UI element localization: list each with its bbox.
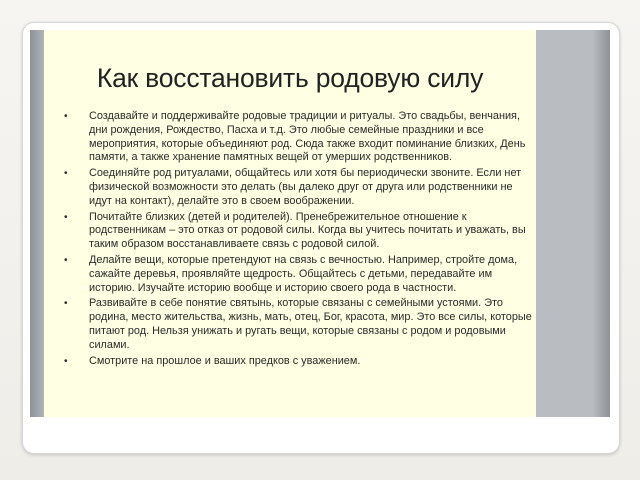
list-item xyxy=(64,355,532,369)
list-item xyxy=(64,254,532,295)
slide-title: Как восстановить родовую силу xyxy=(96,63,484,93)
bullet-icon: • xyxy=(64,298,68,310)
bullet-text: Смотрите на прошлое и ваших предков с уважением. xyxy=(89,354,361,367)
bullet-text: Соединяйте род ритуалами, общайтесь или хотя бы периодически звоните. Если нет физической возможности это делать (вы далеко друг от друга или родственники не идут на контакт), делайте это в своем воображении. xyxy=(89,167,522,207)
bullet-text: Развивайте в себе понятие святынь, которые связаны с семейными устоями. Это родина, место жительства, жизнь, мать, отец, Бог, красота, мир. Это все силы, которые питают род. Нельзя унижать и ругать вещи, которые связаны с родом и родовыми силами. xyxy=(89,297,532,351)
bullet-icon: • xyxy=(64,111,68,122)
bullet-list xyxy=(64,110,532,370)
bullet-text: Делайте вещи, которые претендуют на связь с вечностью. Например, стройте дома, сажайте деревья, проявляйте щедрость. Общайтесь с детьми, передавайте им историю. Изучайте историю вообще и историю своего рода в частности. xyxy=(89,253,518,294)
bullet-text: Создавайте и поддерживайте родовые традиции и ритуалы. Это свадьбы, венчания, дни рождения, Рождество, Пасха и т.д. Это любые семейные праздники и все мероприятия, которые объединяют род. Сюда также входит поминание близких, День памяти, а также хранение памятных вещей от умерших родственников. xyxy=(89,110,526,164)
bullet-icon: • xyxy=(64,168,68,180)
bullet-text: Почитайте близких (детей и родителей). Пренебрежительное отношение к родственникам – это отказ от родовой силы. Когда вы учитесь почитать и уважать, вы таким образом восстанавливаете связь с родовой силой. xyxy=(89,210,526,251)
bullet-icon: • xyxy=(64,254,68,266)
list-item xyxy=(64,167,532,208)
bullet-icon: • xyxy=(64,211,68,223)
list-item xyxy=(64,297,532,352)
bullet-icon: • xyxy=(64,355,68,367)
list-item xyxy=(64,110,532,165)
slide xyxy=(44,30,536,417)
list-item xyxy=(64,211,532,252)
